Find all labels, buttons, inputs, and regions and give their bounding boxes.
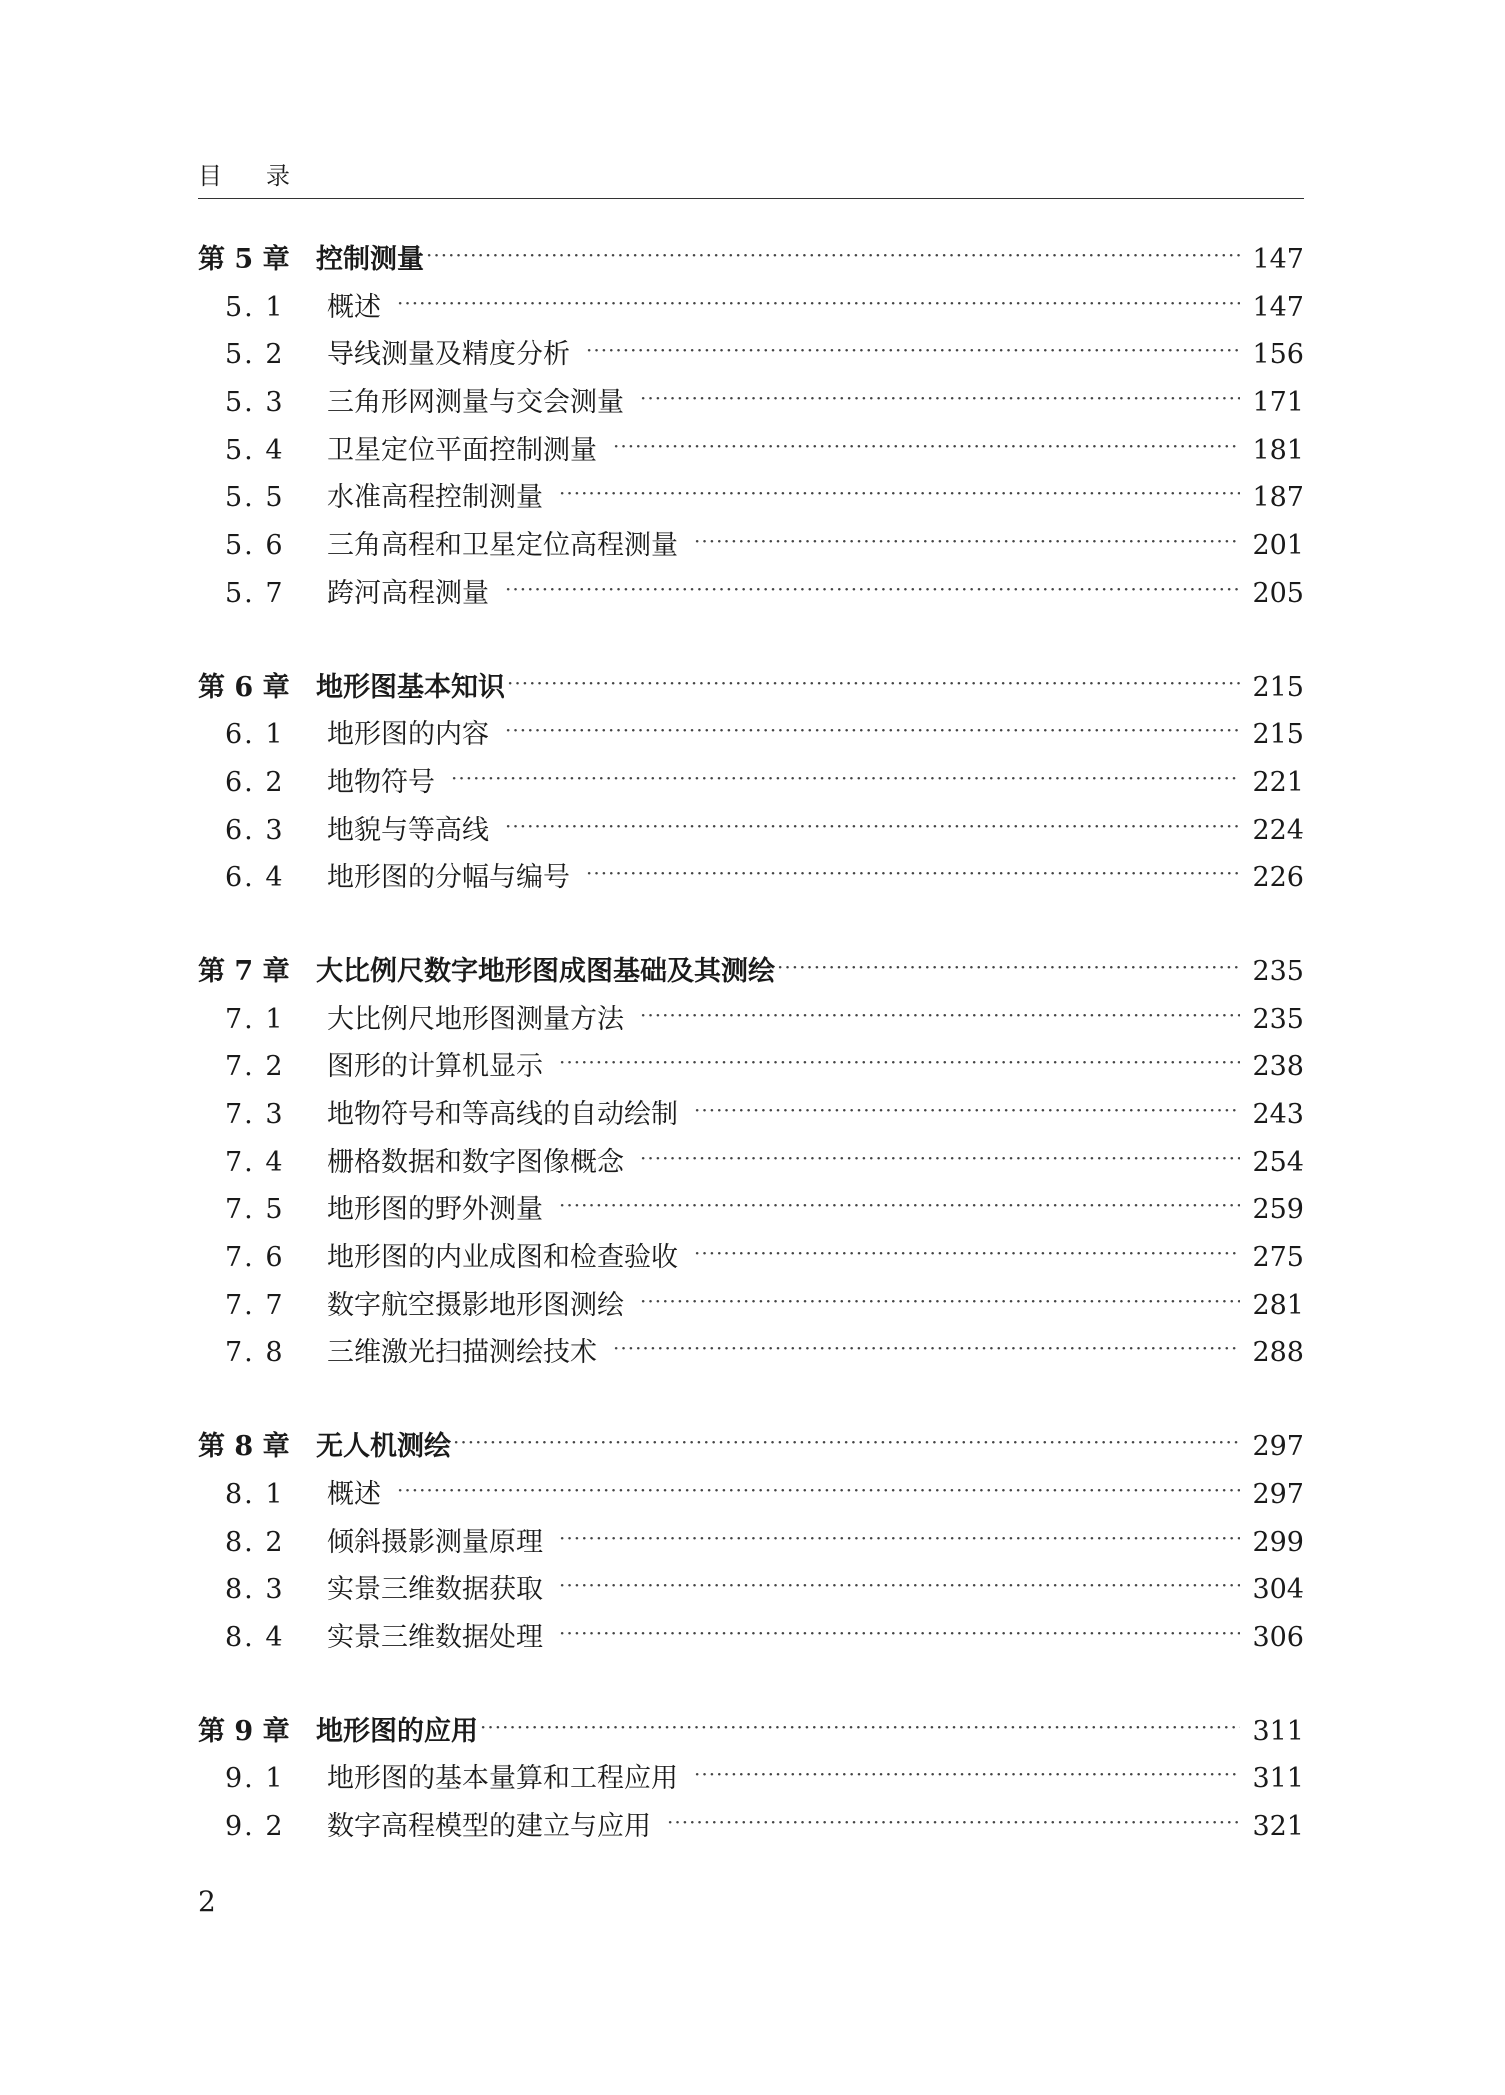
dot-leader (613, 423, 1240, 471)
section-title: 地形图的内容 (327, 719, 489, 751)
section-entry[interactable] (198, 1803, 1304, 1851)
section-entry[interactable] (198, 1186, 1304, 1234)
dot-leader (505, 803, 1240, 851)
chapter-number: 第 8 章 (198, 1431, 290, 1463)
dot-leader (559, 1610, 1240, 1658)
header-title: 目录 (198, 162, 334, 190)
section-entry[interactable] (198, 854, 1304, 902)
chapter-group-8 (198, 1423, 1304, 1661)
dot-leader (559, 470, 1240, 518)
page-number: 2 (198, 1885, 216, 1918)
section-title: 卫星定位平面控制测量 (327, 434, 597, 466)
page-ref: 306 (1252, 1621, 1304, 1653)
section-title: 概述 (327, 1478, 381, 1510)
page-ref: 187 (1252, 482, 1304, 514)
page-ref: 243 (1252, 1099, 1304, 1130)
page-ref: 221 (1252, 766, 1304, 798)
page-ref: 171 (1252, 387, 1304, 419)
section-number: 8. 2 (225, 1526, 285, 1558)
section-number: 5. 6 (225, 530, 285, 562)
section-number: 5. 5 (225, 482, 285, 514)
section-title: 地物符号和等高线的自动绘制 (327, 1099, 678, 1130)
page-ref: 281 (1252, 1289, 1304, 1321)
page-ref: 215 (1252, 671, 1304, 703)
section-number: 8. 3 (225, 1574, 285, 1606)
section-number: 6. 3 (225, 814, 285, 846)
dot-leader (694, 1087, 1240, 1135)
section-entry[interactable] (198, 379, 1304, 427)
page-ref: 238 (1252, 1051, 1304, 1083)
dot-leader (640, 1135, 1240, 1183)
section-title: 地物符号 (327, 766, 435, 798)
page-ref: 288 (1252, 1337, 1304, 1369)
section-entry[interactable] (198, 1234, 1304, 1282)
section-title: 三维激光扫描测绘技术 (327, 1337, 597, 1369)
section-title: 三角高程和卫星定位高程测量 (327, 530, 678, 562)
section-number: 7. 1 (225, 1003, 285, 1035)
section-number: 8. 4 (225, 1621, 285, 1653)
chapter-entry[interactable] (198, 664, 1304, 712)
chapter-entry[interactable] (198, 948, 1304, 996)
section-entry[interactable] (198, 331, 1304, 379)
page-ref: 297 (1252, 1431, 1304, 1463)
section-entry[interactable] (198, 1614, 1304, 1662)
dot-leader (694, 1751, 1240, 1799)
page-ref: 311 (1252, 1763, 1304, 1795)
running-header (198, 152, 1304, 199)
section-number: 7. 3 (225, 1099, 285, 1130)
chapter-group-7 (198, 948, 1304, 1377)
dot-leader (640, 1278, 1240, 1326)
page-ref: 201 (1252, 530, 1304, 562)
section-entry[interactable] (198, 1282, 1304, 1330)
section-entry[interactable] (198, 1471, 1304, 1519)
section-number: 5. 7 (225, 577, 285, 609)
section-title: 地貌与等高线 (327, 814, 489, 846)
section-entry[interactable] (198, 1043, 1304, 1091)
section-entry[interactable] (198, 759, 1304, 807)
dot-leader (507, 660, 1240, 708)
section-title: 地形图的野外测量 (327, 1194, 543, 1226)
section-title: 地形图的基本量算和工程应用 (327, 1763, 678, 1795)
section-entry[interactable] (198, 1519, 1304, 1567)
page-ref: 235 (1252, 955, 1304, 987)
page-ref: 321 (1252, 1810, 1304, 1842)
chapter-entry[interactable] (198, 1708, 1304, 1756)
dot-leader (426, 232, 1240, 280)
chapter-title: 无人机测绘 (316, 1431, 451, 1463)
chapter-entry[interactable] (198, 1423, 1304, 1471)
page-ref: 215 (1252, 719, 1304, 751)
section-number: 5. 3 (225, 387, 285, 419)
page-ref: 254 (1252, 1146, 1304, 1178)
section-number: 5. 4 (225, 434, 285, 466)
dot-leader (451, 755, 1240, 803)
section-title: 数字高程模型的建立与应用 (327, 1810, 651, 1842)
section-number: 7. 6 (225, 1242, 285, 1274)
section-title: 跨河高程测量 (327, 577, 489, 609)
dot-leader (397, 1467, 1240, 1515)
page-ref: 226 (1252, 862, 1304, 894)
dot-leader (559, 1515, 1240, 1563)
section-title: 图形的计算机显示 (327, 1051, 543, 1083)
page-ref: 205 (1252, 577, 1304, 609)
page-ref: 224 (1252, 814, 1304, 846)
section-entry[interactable] (198, 807, 1304, 855)
section-number: 6. 4 (225, 862, 285, 894)
page-ref: 304 (1252, 1574, 1304, 1606)
section-title: 栅格数据和数字图像概念 (327, 1146, 624, 1178)
dot-leader (480, 1704, 1240, 1752)
dot-leader (397, 280, 1240, 328)
section-number: 7. 2 (225, 1051, 285, 1083)
section-number: 7. 4 (225, 1146, 285, 1178)
section-title: 倾斜摄影测量原理 (327, 1526, 543, 1558)
chapter-title: 控制测量 (316, 244, 424, 275)
section-number: 5. 2 (225, 339, 285, 371)
table-of-contents (198, 236, 1304, 1897)
section-entry[interactable] (198, 284, 1304, 332)
section-title: 实景三维数据获取 (327, 1574, 543, 1606)
dot-leader (505, 566, 1240, 614)
section-entry[interactable] (198, 570, 1304, 618)
dot-leader (694, 518, 1240, 566)
dot-leader (667, 1799, 1240, 1847)
section-number: 9. 1 (225, 1763, 285, 1795)
dot-leader (640, 375, 1240, 423)
chapter-title: 地形图基本知识 (316, 671, 505, 703)
section-entry[interactable] (198, 474, 1304, 522)
chapter-group-5 (198, 236, 1304, 618)
section-number: 5. 1 (225, 291, 285, 323)
section-entry[interactable] (198, 1139, 1304, 1187)
section-title: 导线测量及精度分析 (327, 339, 570, 371)
dot-leader (777, 944, 1240, 992)
section-entry[interactable] (198, 1566, 1304, 1614)
page-ref: 181 (1252, 434, 1304, 466)
page-ref: 297 (1252, 1478, 1304, 1510)
page-ref: 147 (1252, 291, 1304, 323)
section-title: 三角形网测量与交会测量 (327, 387, 624, 419)
dot-leader (586, 850, 1240, 898)
chapter-group-9 (198, 1708, 1304, 1851)
dot-leader (505, 707, 1240, 755)
section-entry[interactable] (198, 711, 1304, 759)
section-entry[interactable] (198, 1755, 1304, 1803)
dot-leader (640, 992, 1240, 1040)
section-number: 7. 7 (225, 1289, 285, 1321)
page-ref: 311 (1252, 1715, 1304, 1747)
dot-leader (559, 1182, 1240, 1230)
section-entry[interactable] (198, 427, 1304, 475)
section-number: 7. 5 (225, 1194, 285, 1226)
section-title: 数字航空摄影地形图测绘 (327, 1289, 624, 1321)
dot-leader (694, 1230, 1240, 1278)
section-number: 7. 8 (225, 1337, 285, 1369)
chapter-number: 第 5 章 (198, 244, 290, 275)
section-title: 实景三维数据处理 (327, 1621, 543, 1653)
page-ref: 147 (1252, 244, 1304, 275)
section-number: 6. 1 (225, 719, 285, 751)
dot-leader (559, 1039, 1240, 1087)
chapter-entry[interactable] (198, 236, 1304, 284)
section-entry[interactable] (198, 996, 1304, 1044)
dot-leader (613, 1325, 1240, 1373)
section-entry[interactable] (198, 522, 1304, 570)
chapter-number: 第 9 章 (198, 1715, 290, 1747)
chapter-number: 第 7 章 (198, 955, 290, 987)
chapter-group-6 (198, 664, 1304, 902)
page-ref: 235 (1252, 1003, 1304, 1035)
section-title: 地形图的内业成图和检查验收 (327, 1242, 678, 1274)
section-number: 9. 2 (225, 1810, 285, 1842)
dot-leader (586, 327, 1240, 375)
page-ref: 259 (1252, 1194, 1304, 1226)
page-ref: 299 (1252, 1526, 1304, 1558)
chapter-title: 地形图的应用 (316, 1715, 478, 1747)
page-ref: 156 (1252, 339, 1304, 371)
dot-leader (453, 1419, 1240, 1467)
dot-leader (559, 1562, 1240, 1610)
section-entry[interactable] (198, 1329, 1304, 1377)
section-number: 6. 2 (225, 766, 285, 798)
chapter-title: 大比例尺数字地形图成图基础及其测绘 (316, 955, 775, 987)
section-title: 水准高程控制测量 (327, 482, 543, 514)
section-title: 概述 (327, 291, 381, 323)
section-title: 地形图的分幅与编号 (327, 862, 570, 894)
chapter-number: 第 6 章 (198, 671, 290, 703)
page-ref: 275 (1252, 1242, 1304, 1274)
section-entry[interactable] (198, 1091, 1304, 1139)
section-title: 大比例尺地形图测量方法 (327, 1003, 624, 1035)
section-number: 8. 1 (225, 1478, 285, 1510)
